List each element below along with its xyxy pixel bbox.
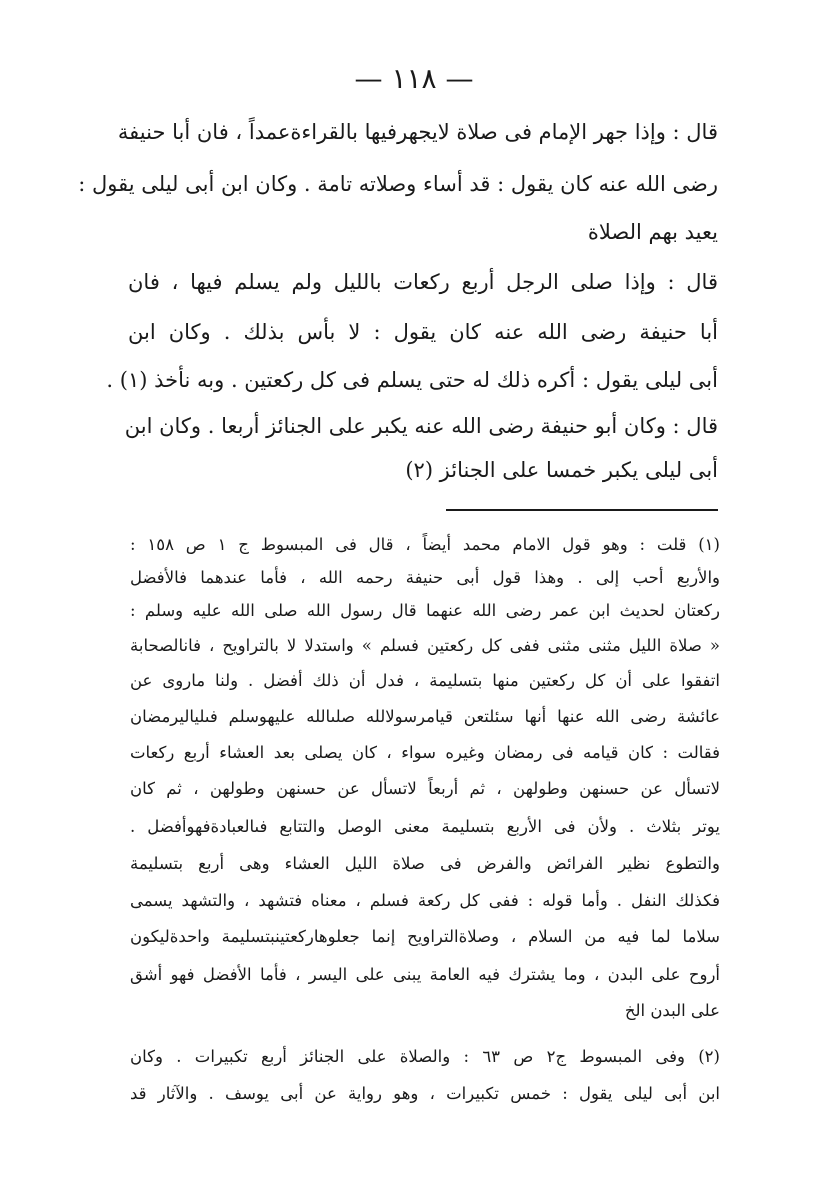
footnote-line: والتطوع نظير الفرائض والفرض فى صلاة الليل العشاء وهى أربع بتسليمة [130,854,720,873]
main-text-line: قال : وإذا جهر الإمام فى صلاة لايجهرفيها بالقراءةعمداً ، فان أبا حنيفة [117,120,718,144]
main-text-line: أبى ليلى يكبر خمسا على الجنائز (٢) [405,458,718,482]
footnote-line: يوتر بثلاث . ولأن فى الأربع بتسليمة معنى الوصل والتتابع فىالعبادةفهوأفضل . [130,817,720,836]
main-text-line: قال : وإذا صلى الرجل أربع ركعات بالليل ولم يسلم فيها ، فان [128,270,718,294]
footnote-line: عائشة رضى الله عنها أنها سئلتعن قيامرسولالله صلىالله عليهوسلم فىلياليرمضان [130,707,720,726]
footnote-line: لاتسأل عن حسنهن وطولهن ، ثم أربعاً لاتسأل عن حسنهن وطولهن ، ثم كان [130,779,720,798]
footnote-line: ركعتان لحديث ابن عمر رضى الله عنهما قال رسول الله صلى الله عليه وسلم : [130,601,720,620]
footnote-line: فقالت : كان قيامه فى رمضان وغيره سواء ، كان يصلى بعد العشاء أربع ركعات [130,743,720,762]
footnote-line: أروح على البدن ، وما يشترك فيه العامة يبنى على اليسر ، فأما الأفضل فهو أشق [130,965,720,984]
footnote-line: فكذلك النفل . وأما قوله : ففى كل ركعة فسلم ، معناه فتشهد ، والتشهد يسمى [130,891,720,910]
footnote-line: ابن أبى ليلى يقول : خمس تكبيرات ، وهو رواية عن أبى يوسف . والآثار قد [130,1084,720,1103]
footnote-line: اتفقوا على أن كل ركعتين منها بتسليمة ، فدل أن ذلك أفضل . ولنا ماروى عن [130,671,720,690]
footnote-line: سلاما لما فيه من السلام ، وصلاةالتراويح إنما جعلوهاركعتينبتسليمة واحدةليكون [130,927,720,946]
footnote-line: والأربع أحب إلى . وهذا قول أبى حنيفة رحمه الله ، فأما عندهما فالأفضل [130,568,720,587]
main-text-line: رضى الله عنه كان يقول : قد أساء وصلاته تامة . وكان ابن أبى ليلى يقول : [78,172,718,196]
footnote-line: « صلاة الليل مثنى مثنى ففى كل ركعتين فسلم » واستدلا لا بالتراويح ، فانالصحابة [130,636,720,655]
page-number: — ١١٨ — [354,62,474,95]
footnote-separator [446,509,718,511]
main-text-line: قال : وكان أبو حنيفة رضى الله عنه يكبر على الجنائز أربعا . وكان ابن [124,414,718,438]
main-text-line: يعيد بهم الصلاة [587,220,718,244]
footnote-line: (١) قلت : وهو قول الامام محمد أيضاً ، قال فى المبسوط ج ١ ص ١٥٨ : [130,535,720,554]
main-text-line: أبا حنيفة رضى الله عنه كان يقول : لا بأس بذلك . وكان ابن [128,320,718,344]
footnote-line: (٢) وفى المبسوط ج٢ ص ٦٣ : والصلاة على الجنائز أربع تكبيرات . وكان [130,1047,720,1066]
footnote-line: على البدن الخ [624,1001,720,1020]
main-text-line: أبى ليلى يقول : أكره ذلك له حتى يسلم فى كل ركعتين . وبه نأخذ (١) . [106,368,718,392]
